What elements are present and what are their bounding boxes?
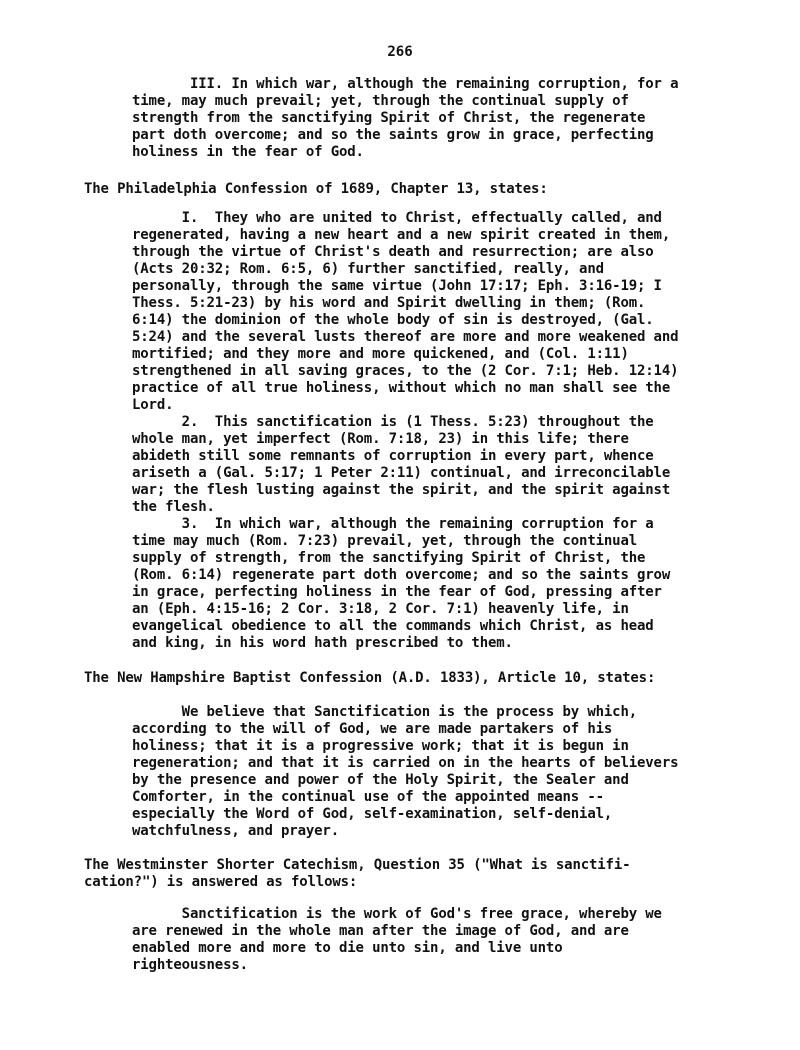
- text-line: regeneration; and that it is carried on in the hearts of believers: [132, 755, 679, 771]
- text-line: Lord.: [132, 397, 174, 413]
- text-line: III. In which war, although the remaining corruption, for a: [132, 76, 679, 92]
- text-line: I. They who are united to Christ, effectually called, and: [132, 210, 662, 226]
- text-line: war; the flesh lusting against the spirit, and the spirit against: [132, 482, 671, 498]
- text-line: (Acts 20:32; Rom. 6:5, 6) further sanctified, really, and: [132, 261, 604, 277]
- text-line: through the virtue of Christ's death and resurrection; are also: [132, 244, 654, 260]
- text-line: 5:24) and the several lusts thereof are more and more weakened and: [132, 329, 679, 345]
- text-line: time may much (Rom. 7:23) prevail, yet, through the continual: [132, 533, 638, 549]
- text-line: and king, in his word hath prescribed to them.: [132, 635, 513, 651]
- text-line: Sanctification is the work of God's free grace, whereby we: [132, 906, 662, 922]
- text-line: The New Hampshire Baptist Confession (A.D. 1833), Article 10, states:: [84, 670, 656, 686]
- text-line: by the presence and power of the Holy Spirit, the Sealer and: [132, 772, 629, 788]
- text-line: abideth still some remnants of corruption in every part, whence: [132, 448, 654, 464]
- text-line: supply of strength, from the sanctifying Spirit of Christ, the: [132, 550, 646, 566]
- text-line: evangelical obedience to all the commands which Christ, as head: [132, 618, 654, 634]
- text-line: holiness; that it is a progressive work; that it is begun in: [132, 738, 629, 754]
- text-line: enabled more and more to die unto sin, and live unto: [132, 940, 563, 956]
- text-line: righteousness.: [132, 957, 248, 973]
- text-line: ariseth a (Gal. 5:17; 1 Peter 2:11) continual, and irreconcilable: [132, 465, 671, 481]
- text-line: an (Eph. 4:15-16; 2 Cor. 3:18, 2 Cor. 7:1) heavenly life, in: [132, 601, 629, 617]
- text-line: watchfulness, and prayer.: [132, 823, 339, 839]
- text-line: The Philadelphia Confession of 1689, Chapter 13, states:: [84, 181, 548, 197]
- text-line: regenerated, having a new heart and a new spirit created in them,: [132, 227, 671, 243]
- text-line: are renewed in the whole man after the image of God, and are: [132, 923, 629, 939]
- text-line: the flesh.: [132, 499, 215, 515]
- text-line: 6:14) the dominion of the whole body of sin is destroyed, (Gal.: [132, 312, 654, 328]
- text-line: strength from the sanctifying Spirit of Christ, the regenerate: [132, 110, 646, 126]
- text-line: cation?") is answered as follows:: [84, 874, 358, 890]
- text-line: 2. This sanctification is (1 Thess. 5:23) throughout the: [132, 414, 654, 430]
- text-line: Comforter, in the continual use of the appointed means --: [132, 789, 604, 805]
- text-line: especially the Word of God, self-examination, self-denial,: [132, 806, 613, 822]
- text-line: according to the will of God, we are made partakers of his: [132, 721, 613, 737]
- text-line: Thess. 5:21-23) by his word and Spirit dwelling in them; (Rom.: [132, 295, 646, 311]
- text-line: (Rom. 6:14) regenerate part doth overcome; and so the saints grow: [132, 567, 671, 583]
- text-line: We believe that Sanctification is the process by which,: [132, 704, 638, 720]
- text-line: strengthened in all saving graces, to the (2 Cor. 7:1; Heb. 12:14): [132, 363, 679, 379]
- text-line: part doth overcome; and so the saints grow in grace, perfecting: [132, 127, 654, 143]
- text-line: whole man, yet imperfect (Rom. 7:18, 23) in this life; there: [132, 431, 629, 447]
- text-line: holiness in the fear of God.: [132, 144, 364, 160]
- text-line: personally, through the same virtue (John 17:17; Eph. 3:16-19; I: [132, 278, 662, 294]
- text-line: practice of all true holiness, without which no man shall see the: [132, 380, 671, 396]
- text-line: The Westminster Shorter Catechism, Question 35 ("What is sanctifi-: [84, 857, 631, 873]
- text-line: 3. In which war, although the remaining corruption for a: [132, 516, 654, 532]
- text-line: in grace, perfecting holiness in the fear of God, pressing after: [132, 584, 662, 600]
- text-line: mortified; and they more and more quickened, and (Col. 1:11): [132, 346, 629, 362]
- text-line: time, may much prevail; yet, through the continual supply of: [132, 93, 629, 109]
- page-number: 266: [387, 44, 413, 60]
